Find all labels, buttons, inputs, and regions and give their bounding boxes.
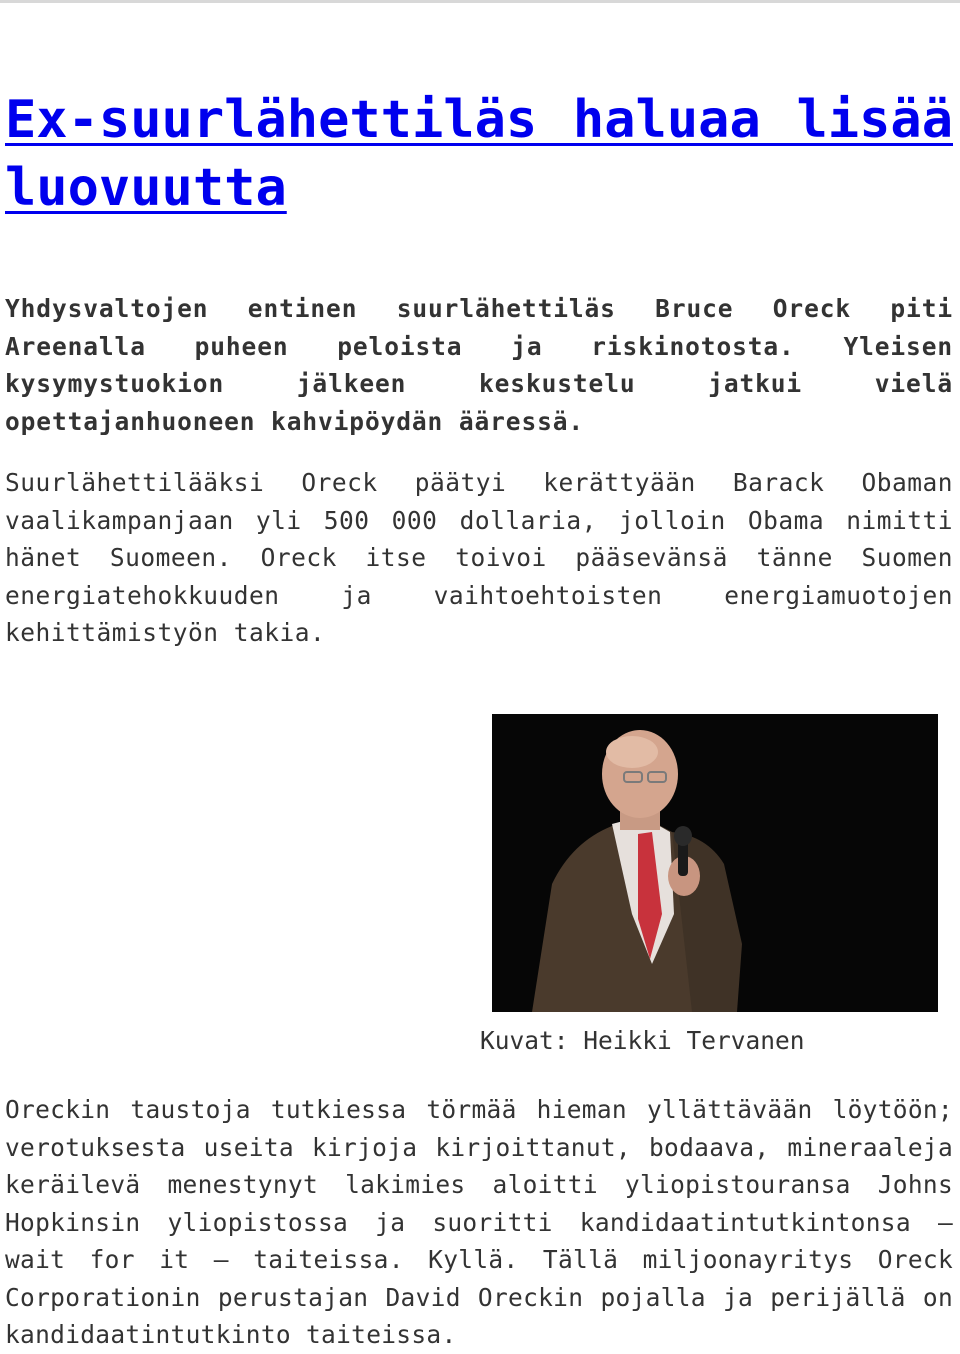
article-title-link[interactable]: Ex-suurlähettiläs haluaa lisää luovuutta: [5, 90, 953, 218]
article-paragraph-2: Oreckin taustoja tutkiessa törmää hieman yllättävään löytöön; verotuksesta useita kirjoja kirjoittanut, bodaava, mineraaleja keräilevä menestynyt lakimies aloitti yliopistouransa Johns Hopkinsin yliopistossa ja suoritti kandidaatintutkintonsa – wait for it – taiteissa. Kyllä. Tällä miljoonayritys Oreck Corporationin perustajan David Oreckin pojalla ja perijällä on kandidaatintutkinto taiteissa.: [5, 1095, 953, 1349]
top-divider: [0, 0, 960, 3]
article-paragraph-1: Suurlähettilääksi Oreck päätyi kerättyään Barack Obaman vaalikampanjaan yli 500 000 dollaria, jolloin Obama nimitti hänet Suomeen. Oreck itse toivoi pääsevänsä tänne Suomen energiatehokkuuden ja vaihtoehtoisten energiamuotojen kehittämistyön takia.: [5, 468, 953, 647]
speaker-photo-illustration: [492, 714, 938, 1012]
photo-caption: Kuvat: Heikki Tervanen: [480, 1025, 805, 1055]
speaker-photo: [492, 714, 938, 1012]
article-title: [5, 86, 953, 222]
article: [5, 86, 953, 1354]
article-figure: [5, 714, 953, 1060]
article-lead: Yhdysvaltojen entinen suurlähettiläs Bruce Oreck piti Areenalla puheen peloista ja riskinotosta. Yleisen kysymystuokion jälkeen keskustelu jatkui vielä opettajanhuoneen kahvipöydän ääressä.: [5, 294, 953, 436]
